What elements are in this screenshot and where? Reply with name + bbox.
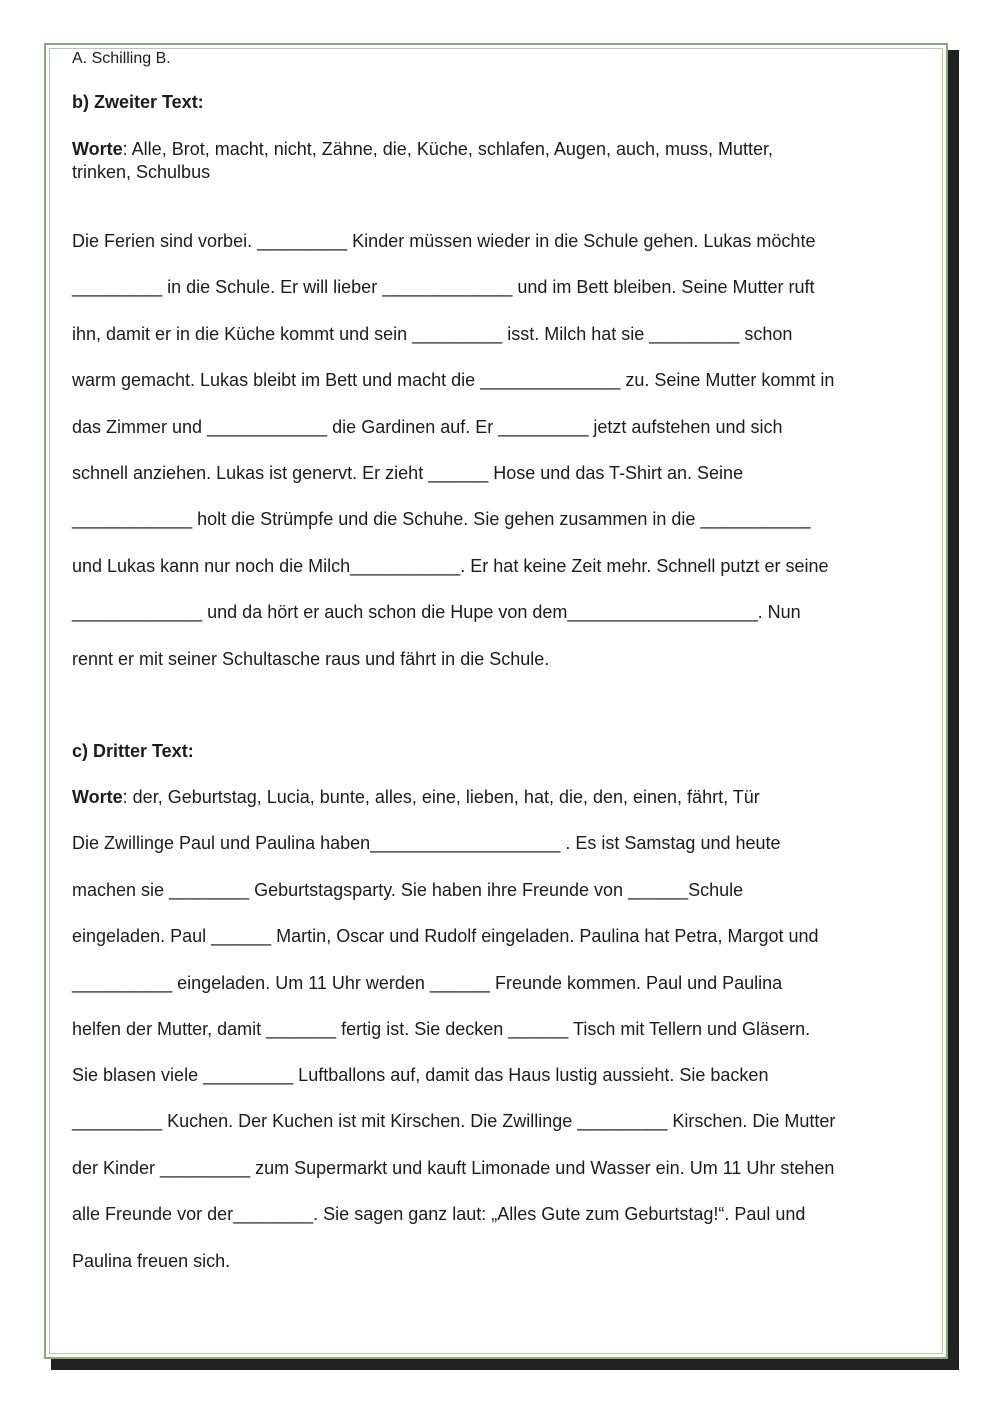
section-b-text-line: Die Ferien sind vorbei. _________ Kinder müssen wieder in die Schule gehen. Lukas möchte [72, 231, 816, 251]
section-b-text-line: das Zimmer und ____________ die Gardinen auf. Er _________ jetzt aufstehen und sich [72, 417, 783, 437]
section-c-text-line: machen sie ________ Geburtstagsparty. Sie haben ihre Freunde von ______Schule [72, 880, 744, 900]
section-c-text-line: Die Zwillinge Paul und Paulina haben___________________ . Es ist Samstag und heute [72, 833, 781, 853]
section-b-heading: b) Zweiter Text: [72, 92, 204, 112]
section-b-text-line: ihn, damit er in die Küche kommt und sein _________ isst. Milch hat sie _________ schon [72, 324, 793, 344]
author-header: A. Schilling B. [72, 50, 171, 67]
section-c-text-line: _________ Kuchen. Der Kuchen ist mit Kirschen. Die Zwillinge _________ Kirschen. Die Mutter [72, 1111, 836, 1131]
section-b-text-line: und Lukas kann nur noch die Milch___________. Er hat keine Zeit mehr. Schnell putzt er seine [72, 556, 829, 576]
section-c-heading: c) Dritter Text: [72, 741, 194, 761]
section-c-word-bank [72, 786, 760, 808]
section-c-text-line: helfen der Mutter, damit _______ fertig ist. Sie decken ______ Tisch mit Tellern und Gläsern. [72, 1019, 811, 1039]
section-c-text-line: alle Freunde vor der________. Sie sagen ganz laut: „Alles Gute zum Geburtstag!“. Paul und [72, 1204, 806, 1224]
section-b-words-list-cont: trinken, Schulbus [72, 162, 211, 182]
section-b-text-line: ____________ holt die Strümpfe und die Schuhe. Sie gehen zusammen in die ___________ [72, 509, 811, 529]
section-c-words-list: : der, Geburtstag, Lucia, bunte, alles, eine, lieben, hat, die, den, einen, fährt, Tür [122, 787, 760, 807]
section-b-text-line: schnell anziehen. Lukas ist genervt. Er zieht ______ Hose und das T-Shirt an. Seine [72, 463, 744, 483]
section-c-text-line: eingeladen. Paul ______ Martin, Oscar und Rudolf eingeladen. Paulina hat Petra, Margot und [72, 926, 819, 946]
section-b-words-label: Worte [72, 139, 123, 159]
section-b-text-line: warm gemacht. Lukas bleibt im Bett und macht die ______________ zu. Seine Mutter kommt in [72, 370, 835, 390]
section-b-text-line: rennt er mit seiner Schultasche raus und fährt in die Schule. [72, 649, 550, 669]
section-c-text-line: der Kinder _________ zum Supermarkt und kauft Limonade und Wasser ein. Um 11 Uhr stehen [72, 1158, 835, 1178]
section-c-words-label: Worte [72, 787, 123, 807]
section-c-text-line: Paulina freuen sich. [72, 1251, 231, 1271]
section-b-text-line: _____________ und da hört er auch schon die Hupe von dem___________________. Nun [72, 602, 801, 622]
section-b-text-line: _________ in die Schule. Er will lieber _____________ und im Bett bleiben. Seine Mutter ruft [72, 277, 815, 297]
section-b-words-list: : Alle, Brot, macht, nicht, Zähne, die, Küche, schlafen, Augen, auch, muss, Mutter, [122, 139, 774, 159]
section-c-text-line: Sie blasen viele _________ Luftballons auf, damit das Haus lustig aussieht. Sie backen [72, 1065, 769, 1085]
section-c-text-line: __________ eingeladen. Um 11 Uhr werden ______ Freunde kommen. Paul und Paulina [72, 973, 783, 993]
section-b-word-bank [72, 138, 773, 160]
